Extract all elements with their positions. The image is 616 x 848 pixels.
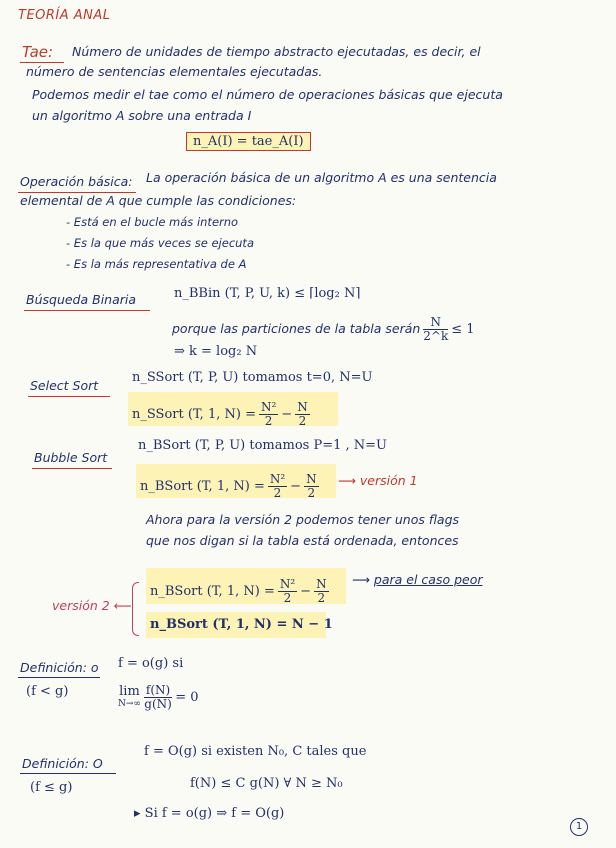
busqueda-fraction [423, 316, 448, 343]
tae-heading-underline [20, 62, 64, 63]
busqueda-line-2 [172, 316, 475, 343]
def-O-line-1: f = O(g) si existen N₀, C tales que [144, 744, 367, 759]
bubble-v2-frac-1 [278, 578, 297, 605]
bubble-heading-underline [32, 468, 112, 469]
bubble-version-1-text: versión 1 [359, 473, 418, 488]
bubble-formula-2-lhs: n_BSort (T, 1, N) = [150, 584, 275, 599]
bubble-version-1-label: ⟶ versión 1 [338, 473, 418, 488]
bubble-best-case: n_BSort (T, 1, N) = N − 1 [150, 617, 333, 632]
busqueda-frac-num: N [423, 316, 448, 330]
def-O-line-3: ▸ Si f = o(g) ⇒ f = O(g) [134, 806, 285, 821]
busqueda-frac-den: 2^k [423, 329, 449, 343]
bubble-formula-1 [140, 473, 322, 500]
operacion-item-3: - Es la más representativa de A [66, 257, 247, 271]
bubble-heading: Bubble Sort [34, 450, 108, 465]
def-o-lim-sub: N→∞ [118, 698, 141, 709]
bubble-frac-1-den: 2 [273, 486, 282, 500]
bubble-v2-minus: − [300, 584, 312, 599]
busqueda-line-2-text: porque las particiones de la tabla serán [172, 321, 421, 336]
def-o-heading: Definición: o [20, 660, 99, 675]
select-frac-1-num: N² [260, 400, 277, 414]
page-title: TEORÍA ANAL [18, 8, 111, 23]
def-o-lim-block [118, 683, 141, 710]
bubble-worst-case: ⟶ para el caso peor [352, 572, 483, 587]
def-o-tail: = 0 [175, 690, 199, 705]
operacion-item-2: - Es la que más veces se ejecuta [66, 236, 254, 250]
busqueda-frac-tail: ≤ 1 [451, 322, 475, 337]
select-frac-1-den: 2 [264, 414, 273, 428]
def-O-heading: Definición: O [22, 756, 103, 771]
def-O-heading-underline [20, 773, 116, 774]
tae-line-2: número de sentencias elementales ejecutadas. [26, 64, 323, 79]
bubble-formula-2 [150, 578, 332, 605]
def-O-sub: (f ≤ g) [30, 780, 73, 795]
operacion-line-1: La operación básica de un algoritmo A es una sentencia [146, 170, 497, 185]
def-O-line-2: f(N) ≤ C g(N) ∀ N ≥ N₀ [190, 776, 343, 791]
tae-formula-box: n_A(I) = tae_A(I) [186, 132, 311, 151]
bubble-line-1: n_BSort (T, P, U) tomamos P=1 , N=U [138, 438, 387, 453]
tae-heading: Tae: [22, 43, 54, 61]
select-heading-underline [28, 396, 110, 397]
def-o-heading-underline [18, 677, 100, 678]
bubble-v2-frac-1-num: N² [279, 577, 296, 591]
bubble-frac-2-den: 2 [307, 486, 316, 500]
def-o-lim: lim [119, 683, 140, 699]
bubble-v2-frac-2-den: 2 [317, 591, 326, 605]
bubble-minus-1: − [290, 479, 302, 494]
busqueda-line-3: ⇒ k = log₂ N [174, 344, 258, 359]
def-o-frac [144, 684, 172, 711]
bubble-frac-2 [304, 473, 319, 500]
bubble-version-2-label: versión 2 ⟵ [52, 598, 132, 613]
def-o-limit [118, 684, 199, 711]
bubble-v2-frac-2 [314, 578, 329, 605]
bubble-v2-frac-1-den: 2 [283, 591, 292, 605]
select-formula-lhs: n_SSort (T, 1, N) = [132, 407, 256, 422]
bubble-para-2: que nos digan si la tabla está ordenada, entonces [146, 533, 459, 548]
operacion-line-2: elemental de A que cumple las condiciones: [20, 193, 297, 208]
def-o-frac-num: f(N) [145, 683, 171, 697]
select-formula [132, 401, 313, 428]
select-frac-1 [259, 401, 278, 428]
bubble-v2-frac-2-num: N [316, 577, 327, 591]
busqueda-heading: Búsqueda Binaria [26, 292, 137, 307]
bubble-worst-case-text: para el caso peor [373, 572, 483, 587]
def-o-sub: (f < g) [26, 684, 69, 699]
version-2-brace [132, 582, 139, 636]
select-frac-2-num: N [297, 400, 308, 414]
operacion-heading: Operación básica: [20, 174, 133, 189]
select-frac-2-den: 2 [298, 414, 307, 428]
tae-line-1: Número de unidades de tiempo abstracto ejecutadas, es decir, el [72, 44, 481, 59]
bubble-version-2-text: versión 2 [52, 598, 110, 613]
operacion-item-1: - Está en el bucle más interno [66, 215, 239, 229]
bubble-frac-1 [268, 473, 287, 500]
def-o-line-1: f = o(g) si [118, 656, 184, 671]
bubble-formula-1-lhs: n_BSort (T, 1, N) = [140, 479, 265, 494]
busqueda-heading-underline [24, 310, 150, 311]
busqueda-formula: n_BBin (T, P, U, k) ≤ ⌈log₂ N⌉ [174, 286, 361, 301]
select-heading: Select Sort [30, 378, 99, 393]
bubble-para-1: Ahora para la versión 2 podemos tener unos flags [146, 512, 460, 527]
select-line-1: n_SSort (T, P, U) tomamos t=0, N=U [132, 370, 373, 385]
select-minus: − [281, 407, 293, 422]
def-o-frac-den: g(N) [144, 697, 172, 711]
bubble-frac-2-num: N [306, 472, 317, 486]
tae-line-3: Podemos medir el tae como el número de operaciones básicas que ejecuta [32, 87, 503, 102]
tae-line-4: un algoritmo A sobre una entrada I [32, 108, 252, 123]
bubble-frac-1-num: N² [269, 472, 286, 486]
select-frac-2 [295, 401, 310, 428]
page-number: 1 [570, 818, 588, 836]
